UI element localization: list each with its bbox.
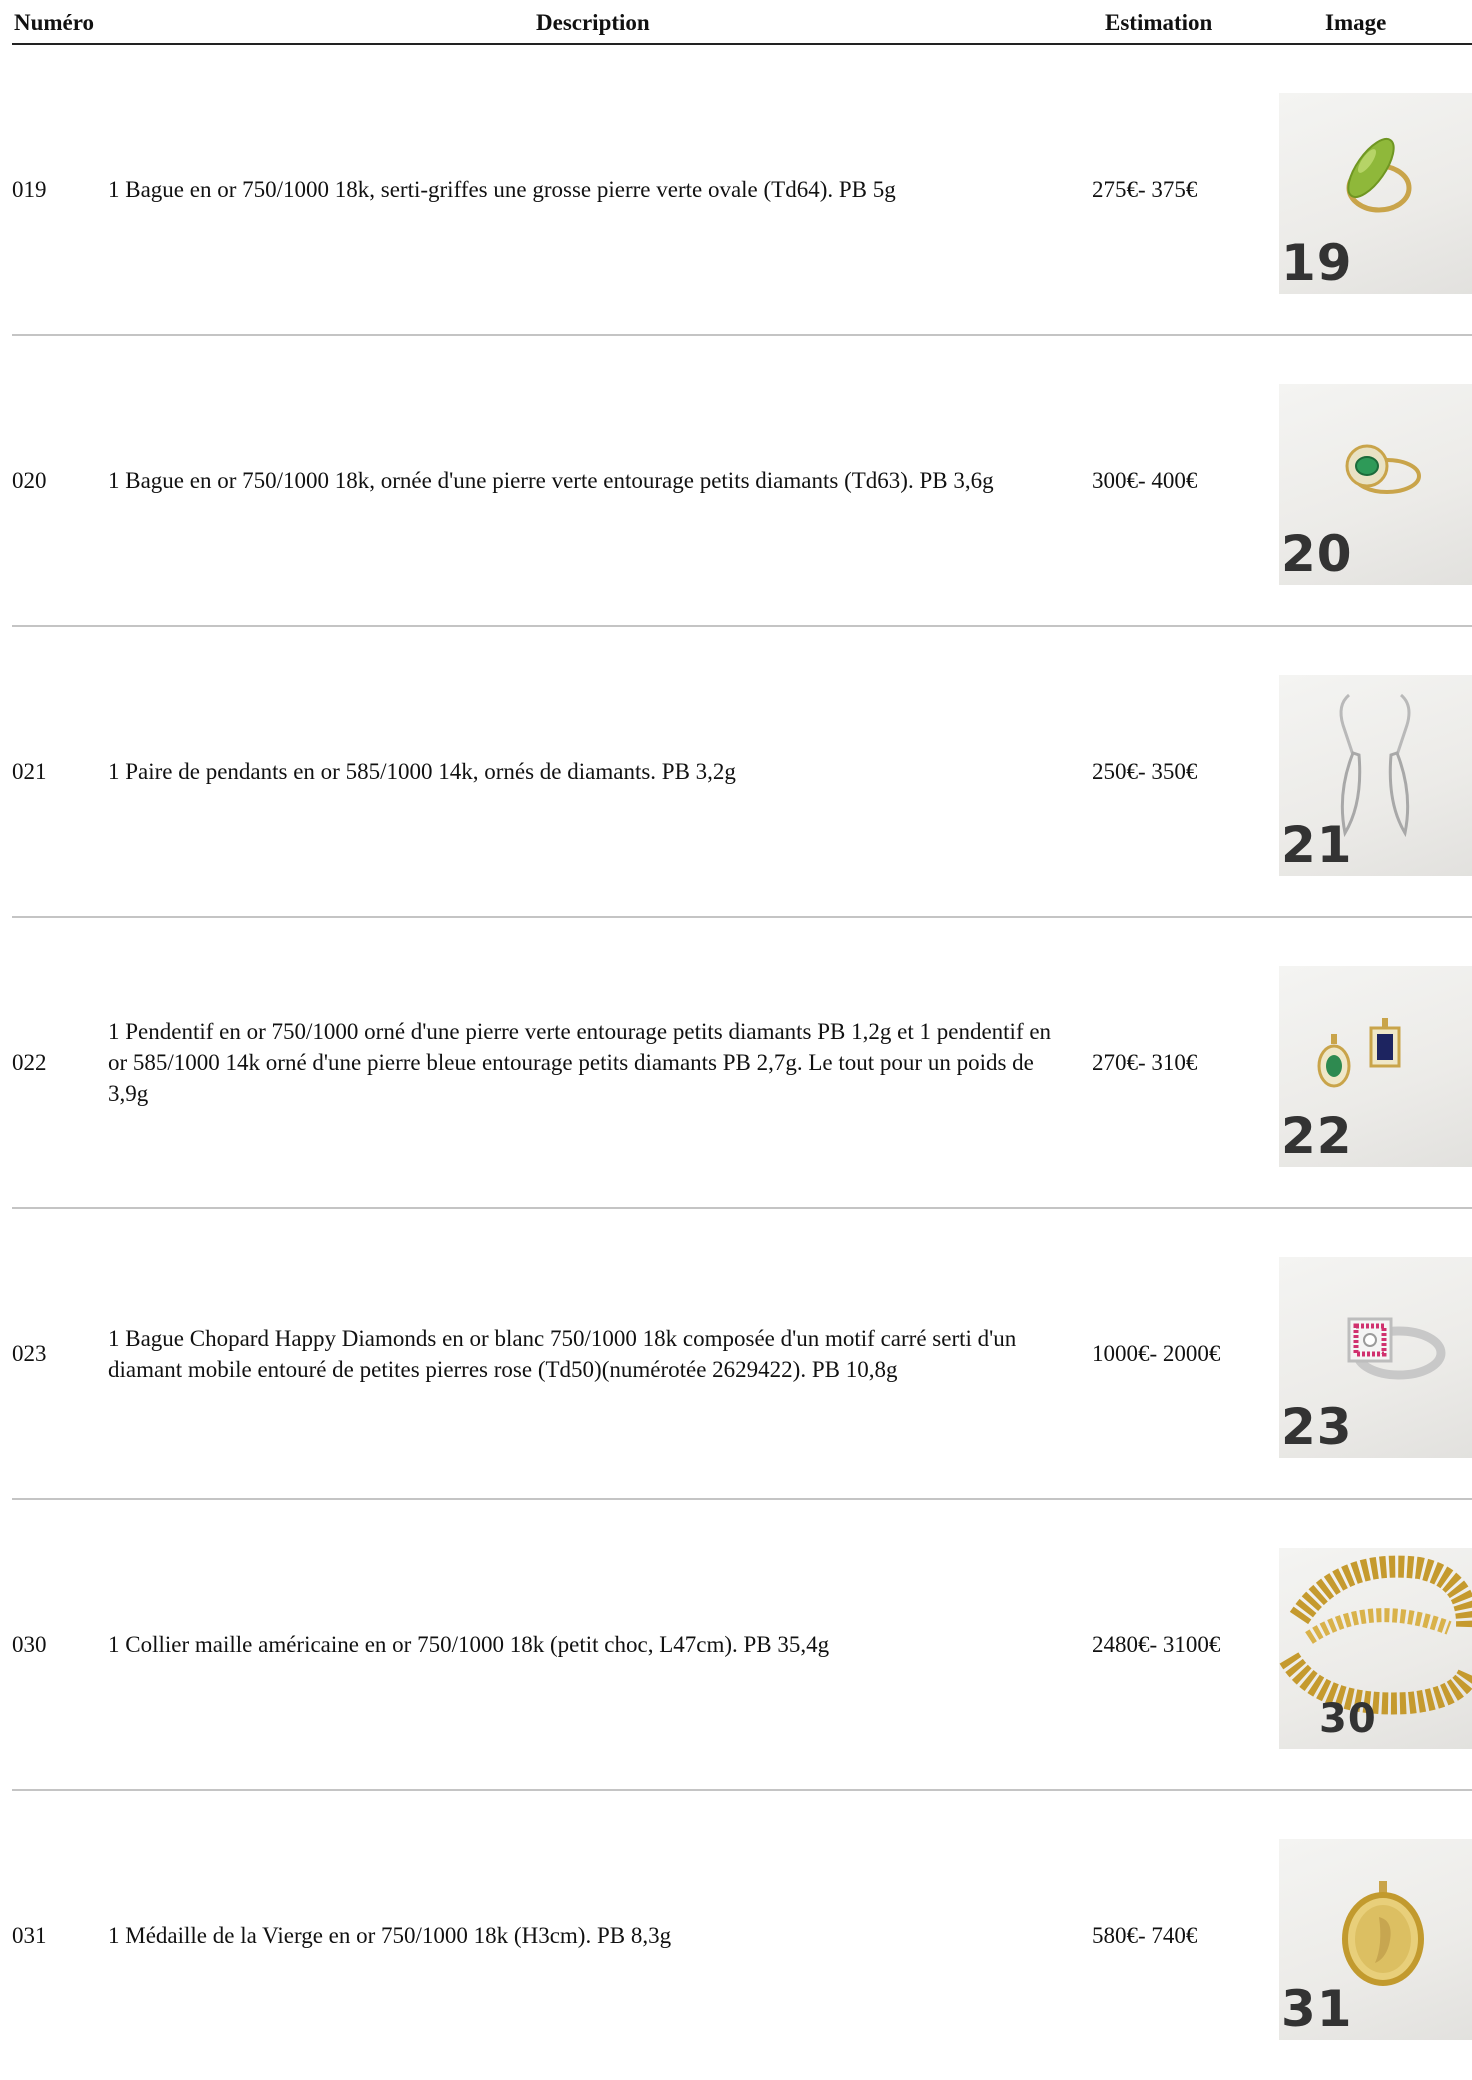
lot-image[interactable] — [1279, 1839, 1472, 2040]
lot-estimate: 2480€- 3100€ — [1092, 1632, 1221, 1657]
table-row — [12, 336, 1472, 627]
lot-estimate: 250€- 350€ — [1092, 759, 1198, 784]
lot-image[interactable] — [1279, 1548, 1472, 1749]
lot-photo-tag: 21 — [1281, 816, 1353, 874]
lot-estimate: 275€- 375€ — [1092, 177, 1198, 202]
table-row — [12, 1500, 1472, 1791]
lot-description: 1 Pendentif en or 750/1000 orné d'une pierre verte entourage petits diamants PB 1,2g et 1 pendentif en or 585/1000 14k orné d'une pierre bleue entourage petits diamants PB 2,7g. Le tout pour un poids de 3,9g — [108, 1019, 1052, 1106]
lot-number: 019 — [12, 177, 47, 202]
lot-number: 022 — [12, 1050, 47, 1075]
gold-chain-necklace-photo — [1279, 1548, 1472, 1749]
lot-estimate: 270€- 310€ — [1092, 1050, 1198, 1075]
lot-description: 1 Bague Chopard Happy Diamonds en or blanc 750/1000 18k composée d'un motif carré serti d'un diamant mobile entouré de petites pierres rose (Td50)(numérotée 2629422). PB 10,8g — [108, 1325, 1017, 1382]
lot-estimate: 1000€- 2000€ — [1092, 1341, 1221, 1366]
lot-photo-tag: 23 — [1281, 1398, 1353, 1456]
table-row — [12, 918, 1472, 1209]
lot-image[interactable] — [1279, 93, 1472, 294]
lot-image[interactable] — [1279, 1257, 1472, 1458]
header-estimate: Estimation — [1105, 10, 1213, 35]
lot-number: 031 — [12, 1923, 47, 1948]
virgin-medal-pendant-photo — [1279, 1839, 1472, 2040]
header-description: Description — [536, 10, 650, 35]
lot-description: 1 Médaille de la Vierge en or 750/1000 18k (H3cm). PB 8,3g — [108, 1923, 672, 1948]
lot-image[interactable] — [1279, 966, 1472, 1167]
lot-description: 1 Bague en or 750/1000 18k, serti-griffes une grosse pierre verte ovale (Td64). PB 5g — [108, 177, 896, 202]
lot-photo-tag: 22 — [1281, 1107, 1353, 1165]
lot-estimate: 580€- 740€ — [1092, 1923, 1198, 1948]
table-row — [12, 1791, 1472, 2080]
lot-number: 023 — [12, 1341, 47, 1366]
white-gold-square-ring-photo — [1279, 1257, 1472, 1458]
lot-photo-tag: 19 — [1281, 234, 1353, 292]
two-pendants-photo — [1279, 966, 1472, 1167]
lot-number: 020 — [12, 468, 47, 493]
lot-image[interactable] — [1279, 675, 1472, 876]
lot-description: 1 Paire de pendants en or 585/1000 14k, ornés de diamants. PB 3,2g — [108, 759, 736, 784]
green-stone-ring-photo — [1279, 93, 1472, 294]
diamond-earrings-photo — [1279, 675, 1472, 876]
lot-description: 1 Bague en or 750/1000 18k, ornée d'une pierre verte entourage petits diamants (Td63). PB 3,6g — [108, 468, 994, 493]
table-row — [12, 1209, 1472, 1500]
table-row — [12, 45, 1472, 336]
lot-estimate: 300€- 400€ — [1092, 468, 1198, 493]
lot-photo-tag: 31 — [1281, 1980, 1353, 2038]
header-number: Numéro — [14, 10, 95, 35]
lot-number: 021 — [12, 759, 47, 784]
table-row — [12, 627, 1472, 918]
header-image: Image — [1325, 10, 1387, 35]
emerald-cluster-ring-photo — [1279, 384, 1472, 585]
table-header — [12, 0, 1472, 45]
lot-description: 1 Collier maille américaine en or 750/1000 18k (petit choc, L47cm). PB 35,4g — [108, 1632, 830, 1657]
lot-photo-tag: 30 — [1319, 1696, 1377, 1742]
lot-image[interactable] — [1279, 384, 1472, 585]
lot-table — [12, 0, 1472, 2080]
lot-photo-tag: 20 — [1281, 525, 1353, 583]
lot-number: 030 — [12, 1632, 47, 1657]
